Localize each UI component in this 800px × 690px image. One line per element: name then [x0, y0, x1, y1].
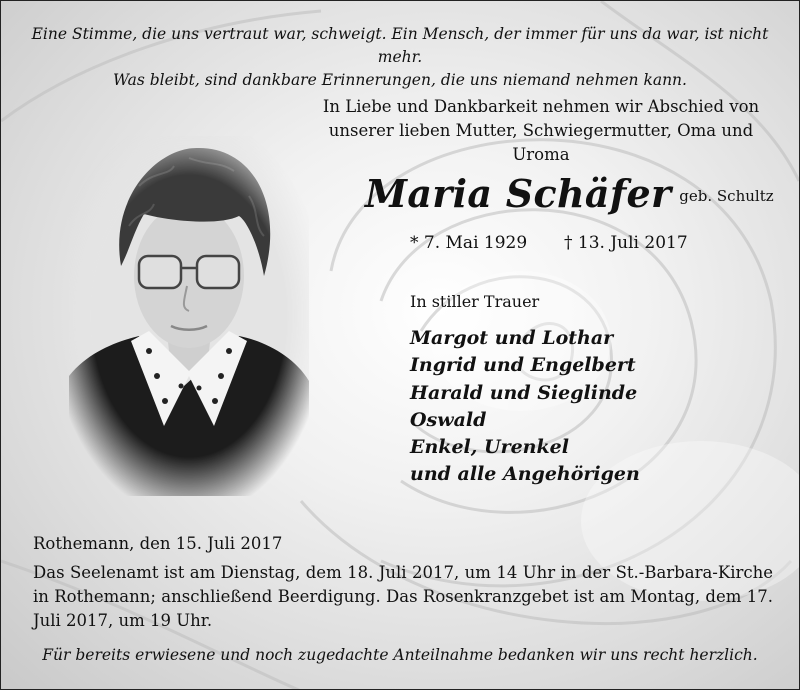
intro-line: unserer lieben Mutter, Schwiegermutter, Oma und Uroma — [328, 121, 754, 164]
list-item: und alle Angehörigen — [410, 463, 640, 486]
list-item: Enkel, Urenkel — [410, 436, 569, 459]
birth-date: * 7. Mai 1929 — [410, 233, 528, 253]
quote-line: Eine Stimme, die uns vertraut war, schweigt. Ein Mensch, der immer für uns da war, ist nicht mehr. — [31, 25, 769, 66]
quote-line: Was bleibt, sind dankbare Erinnerungen, die uns niemand nehmen kann. — [113, 71, 687, 89]
maiden-name: geb. Schultz — [679, 187, 774, 205]
relatives-list — [410, 325, 640, 489]
death-date: † 13. Juli 2017 — [564, 233, 688, 253]
place-and-date: Rothemann, den 15. Juli 2017 — [33, 534, 283, 553]
portrait-photo — [69, 136, 309, 496]
opening-quote — [21, 23, 779, 92]
intro-line: In Liebe und Dankbarkeit nehmen wir Abschied von — [322, 97, 760, 116]
service-notice: Das Seelenamt ist am Dienstag, dem 18. Juli 2017, um 14 Uhr in der St.-Barbara-Kirche in Rothemann; anschließend Beerdigung. Das Rosenkranzgebet ist am Montag, dem 17. Juli 2017, um 19 Uhr. — [33, 563, 773, 630]
thanks-line: Für bereits erwiesene und noch zugedachte Anteilnahme bedanken wir uns recht herzlich. — [42, 646, 758, 664]
farewell-intro — [301, 95, 781, 167]
list-item: Oswald — [410, 408, 487, 431]
deceased-name: Maria Schäfer — [365, 171, 672, 216]
deceased-name-row — [365, 171, 774, 216]
list-item: Ingrid und Engelbert — [410, 354, 636, 377]
list-item: Harald und Sieglinde — [410, 381, 638, 404]
list-item: Margot und Lothar — [410, 327, 614, 349]
mourning-label: In stiller Trauer — [410, 292, 540, 311]
portrait-image — [69, 136, 309, 496]
